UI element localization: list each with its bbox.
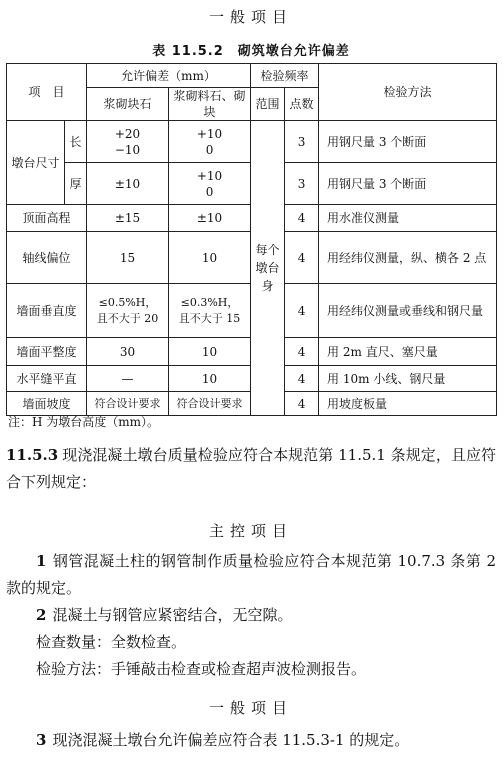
table-title: 表 11.5.2 砌筑墩台允许偏差 bbox=[152, 44, 350, 59]
header-tolerance: 允许偏差（mm） bbox=[87, 64, 251, 88]
row-method: 用经纬仪测量或垂线和钢尺量 bbox=[319, 284, 497, 338]
row-value-a: 30 bbox=[87, 338, 169, 366]
section-heading-general-2: 一般项目 bbox=[208, 699, 293, 717]
row-value-a: 符合设计要求 bbox=[87, 392, 169, 416]
item-number: 2 bbox=[36, 606, 47, 624]
row-item: 水平缝平直 bbox=[7, 366, 87, 392]
section-heading-general: 一般项目 bbox=[208, 8, 293, 26]
row-value-a: +20 −10 bbox=[87, 121, 169, 163]
row-method: 用 10m 小线、钢尺量 bbox=[319, 366, 497, 392]
row-item: 墙面平整度 bbox=[7, 338, 87, 366]
row-points: 4 bbox=[285, 284, 319, 338]
row-points: 4 bbox=[285, 205, 319, 232]
clause-11-5-3 bbox=[6, 442, 496, 496]
row-points: 4 bbox=[285, 392, 319, 416]
row-value-b: +10 0 bbox=[169, 163, 251, 205]
tolerance-table bbox=[6, 63, 497, 416]
row-value-a: 15 bbox=[87, 232, 169, 284]
row-value-b: 10 bbox=[169, 366, 251, 392]
header-scope: 范围 bbox=[251, 88, 285, 121]
group-label: 墩台尺寸 bbox=[7, 121, 65, 205]
row-value-b: 10 bbox=[169, 232, 251, 284]
item-text: 钢管混凝土柱的钢管制作质量检验应符合本规范第 10.7.3 条第 2 款的规定。 bbox=[6, 552, 496, 597]
item-text: 混凝土与钢管应紧密结合，无空隙。 bbox=[52, 606, 293, 624]
item-number: 1 bbox=[36, 552, 47, 570]
row-method: 用经纬仪测量，纵、横各 2 点 bbox=[319, 232, 497, 284]
row-value-a: ≤0.5%H， 且不大于 20 bbox=[87, 284, 169, 338]
row-points: 4 bbox=[285, 366, 319, 392]
row-value-b: 10 bbox=[169, 338, 251, 366]
row-value-a: — bbox=[87, 366, 169, 392]
row-method: 用钢尺量 3 个断面 bbox=[319, 163, 497, 205]
row-item: 墙面垂直度 bbox=[7, 284, 87, 338]
row-points: 4 bbox=[285, 338, 319, 366]
row-value-b: 符合设计要求 bbox=[169, 392, 251, 416]
row-points: 4 bbox=[285, 232, 319, 284]
header-col-b: 浆砌料石、砌块 bbox=[169, 88, 251, 121]
row-value-a: ±10 bbox=[87, 163, 169, 205]
header-col-a: 浆砌块石 bbox=[87, 88, 169, 121]
row-value-b: +10 0 bbox=[169, 121, 251, 163]
row-value-b: ±10 bbox=[169, 205, 251, 232]
header-method: 检验方法 bbox=[319, 64, 497, 121]
tolerance-table-body bbox=[7, 64, 497, 416]
row-value-a: ±15 bbox=[87, 205, 169, 232]
header-frequency: 检验频率 bbox=[251, 64, 319, 88]
header-points: 点数 bbox=[285, 88, 319, 121]
header-item: 项 目 bbox=[7, 64, 87, 121]
row-method: 用坡度板量 bbox=[319, 392, 497, 416]
item-2 bbox=[6, 602, 496, 629]
row-points: 3 bbox=[285, 163, 319, 205]
clause-text: 现浇混凝土墩台质量检验应符合本规范第 11.5.1 条规定，且应符合下列规定： bbox=[6, 446, 496, 491]
row-item: 长 bbox=[65, 121, 87, 163]
row-method: 用水准仪测量 bbox=[319, 205, 497, 232]
row-item: 厚 bbox=[65, 163, 87, 205]
item-text: 现浇混凝土墩台允许偏差应符合表 11.5.3-1 的规定。 bbox=[52, 731, 410, 749]
row-method: 用钢尺量 3 个断面 bbox=[319, 121, 497, 163]
table-note: 注：H 为墩台高度（mm）。 bbox=[8, 415, 160, 429]
check-method: 检验方法：手锤敲击检查或检查超声波检测报告。 bbox=[36, 660, 367, 678]
shared-scope: 每个墩台身 bbox=[251, 121, 285, 416]
section-heading-main-control: 主控项目 bbox=[208, 522, 293, 540]
item-number: 3 bbox=[36, 731, 47, 749]
row-item: 轴线偏位 bbox=[7, 232, 87, 284]
row-value-b: ≤0.3%H， 且不大于 15 bbox=[169, 284, 251, 338]
check-quantity: 检查数量：全数检查。 bbox=[36, 633, 187, 651]
item-1 bbox=[6, 548, 496, 602]
row-item: 墙面坡度 bbox=[7, 392, 87, 416]
item-3 bbox=[6, 727, 496, 754]
row-method: 用 2m 直尺、塞尺量 bbox=[319, 338, 497, 366]
row-points: 3 bbox=[285, 121, 319, 163]
row-item: 顶面高程 bbox=[7, 205, 87, 232]
clause-number: 11.5.3 bbox=[6, 446, 59, 464]
